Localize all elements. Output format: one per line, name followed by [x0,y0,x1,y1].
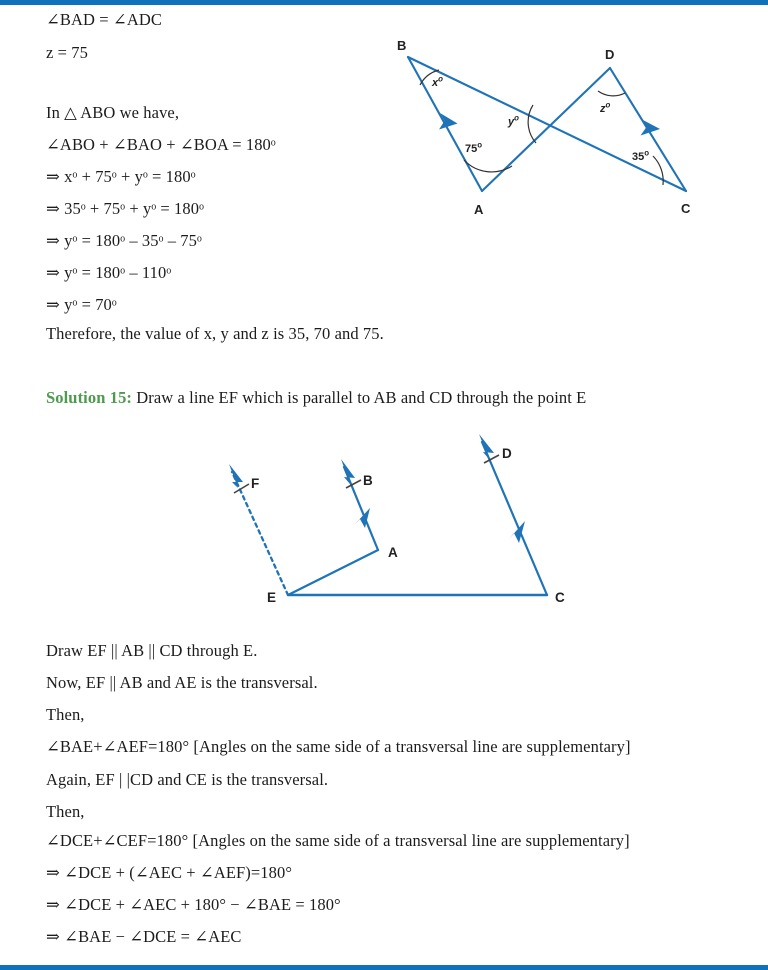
fig1-vertex-label-a: A [474,202,484,217]
text-line-substitute-2: ⇒ 35ᵒ + 75ᵒ + yᵒ = 180ᵒ [46,199,204,218]
fig2-vertex-label-f: F [251,476,260,491]
text-line-bad-adc: ∠BAD = ∠ADC [46,10,162,29]
solution-15-heading [46,388,586,409]
text-line-now-ef-ab: Now, EF || AB and AE is the transversal. [46,673,318,692]
fig1-vertex-label-d: D [605,47,615,62]
fig1-angle-label-75: 75$^o$ [465,140,483,155]
text-line-z-equals-75: z = 75 [46,43,88,62]
figure-two-triangles [385,33,705,223]
text-line-derivation-2: ⇒ ∠DCE + ∠AEC + 180° − ∠BAE = 180° [46,895,341,914]
fig2-vertex-label-e: E [267,590,277,605]
page-top-rule [0,0,768,5]
fig1-angle-label-z: $z^o$ [600,100,611,115]
text-line-derivation-1: ⇒ ∠DCE + (∠AEC + ∠AEF)=180° [46,863,293,882]
fig2-vertex-label-c: C [555,590,565,605]
fig2-vertex-label-d: D [502,446,512,461]
text-line-conclusion: Therefore, the value of x, y and z is 35, 70 and 75. [46,324,384,343]
text-line-bae-aef: ∠BAE+∠AEF=180° [Angles on the same side of a transversal line are supplementary] [46,737,631,756]
solution-15-label: Solution 15: [46,388,133,407]
direction-arrow-ba [439,113,458,130]
text-line-dce-cef: ∠DCE+∠CEF=180° [Angles on the same side of a transversal line are supplementary] [46,831,630,850]
text-line-again-ef-cd: Again, EF | |CD and CE is the transversal. [46,770,329,789]
fig2-vertex-label-b: B [363,473,373,488]
fig1-angle-label-35: 35$^o$ [632,148,650,163]
text-line-then-1: Then, [46,705,85,724]
fig1-vertex-label-c: C [681,201,691,216]
solution-15-statement: Draw a line EF which is parallel to AB and CD through the point E [136,388,587,407]
fig2-arrowhead-d [479,434,494,459]
page-bottom-rule [0,965,768,970]
figure-parallel-rays [205,420,585,615]
fig2-arrowhead-b [341,459,355,484]
text-line-in-triangle-abo: In △ ABO we have, [46,103,180,122]
text-line-substitute-1: ⇒ xᵒ + 75ᵒ + yᵒ = 180ᵒ [46,167,196,186]
fig2-vertex-label-a: A [388,545,398,560]
text-line-then-2: Then, [46,802,85,821]
text-line-solve-3: ⇒ yᵒ = 70ᵒ [46,295,117,314]
text-line-solve-2: ⇒ yᵒ = 180ᵒ – 110ᵒ [46,263,172,282]
text-line-draw-ef: Draw EF || AB || CD through E. [46,641,258,660]
text-line-angle-sum: ∠ABO + ∠BAO + ∠BOA = 180ᵒ [46,135,276,154]
text-line-solve-1: ⇒ yᵒ = 180ᵒ – 35ᵒ – 75ᵒ [46,231,202,250]
fig1-angle-label-y: $y^o$ [508,113,519,128]
fig1-vertex-label-b: B [397,38,407,53]
fig1-angle-label-x: $x^o$ [432,74,443,89]
fig2-arrowhead-f [229,464,243,488]
text-line-derivation-3: ⇒ ∠BAE − ∠DCE = ∠AEC [46,927,242,946]
